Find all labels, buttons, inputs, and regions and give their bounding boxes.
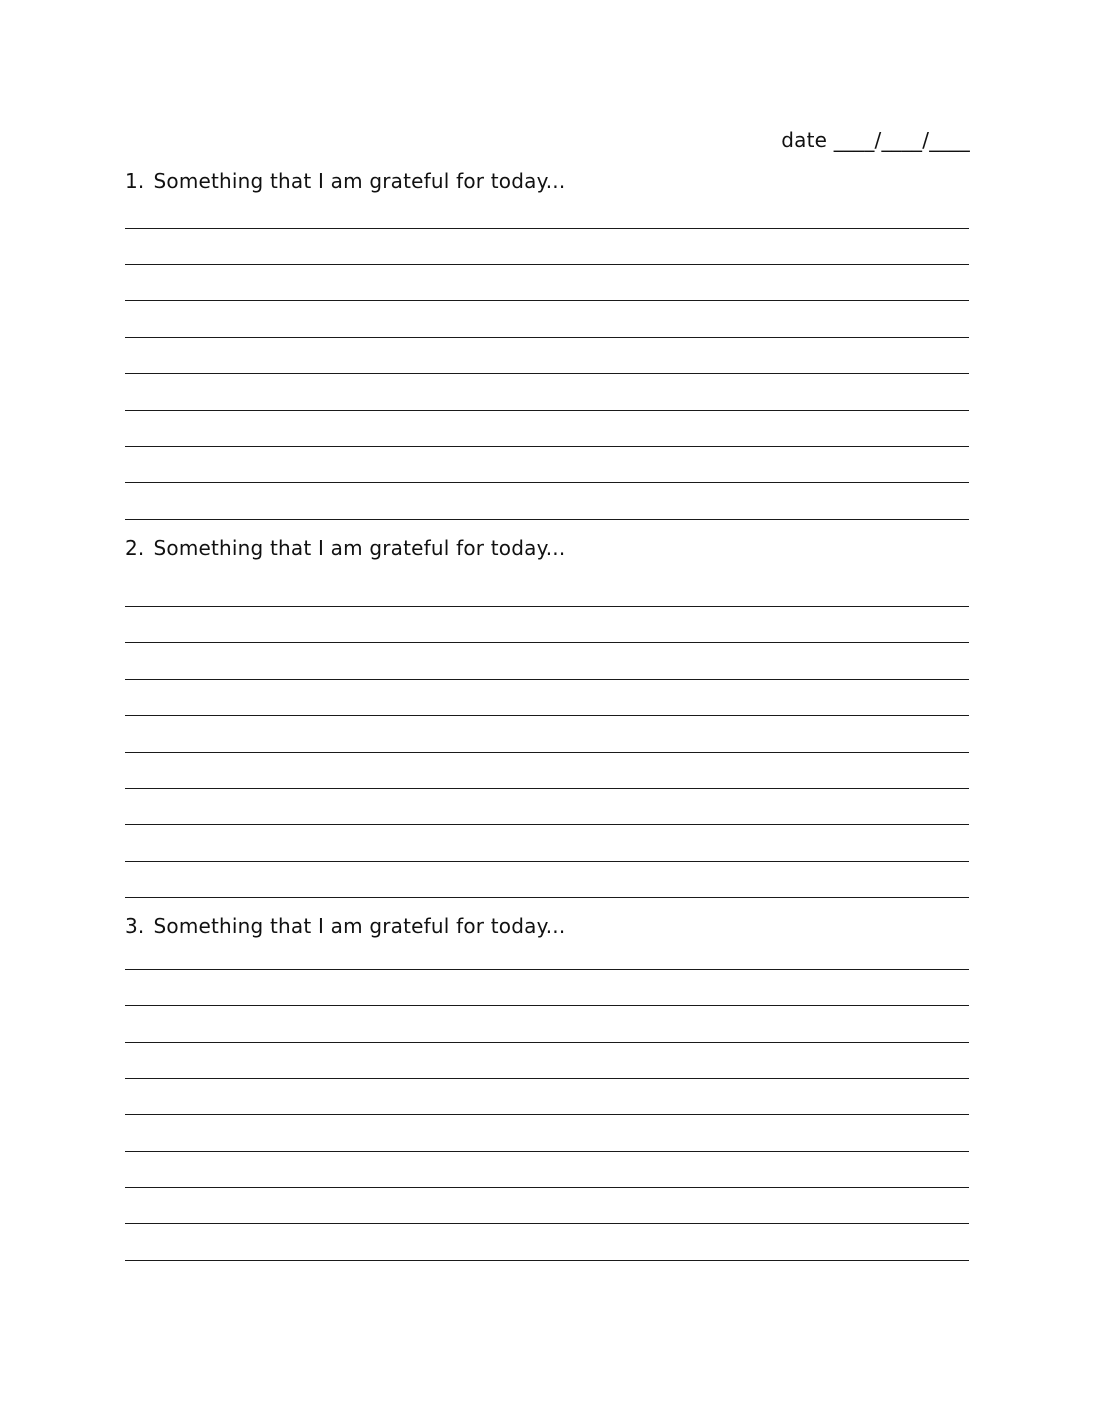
section-1-writing-line[interactable] — [125, 519, 969, 520]
section-2-writing-line[interactable] — [125, 606, 969, 607]
section-1-prompt — [125, 167, 565, 195]
section-2-writing-line[interactable] — [125, 897, 969, 898]
section-3-writing-line[interactable] — [125, 1042, 969, 1043]
section-2-prompt — [125, 534, 565, 562]
section-number: 1. — [125, 169, 145, 193]
section-3-writing-line[interactable] — [125, 1005, 969, 1006]
section-1-writing-line[interactable] — [125, 482, 969, 483]
section-1-writing-line[interactable] — [125, 300, 969, 301]
section-prompt-text: Something that I am grateful for today... — [153, 169, 566, 193]
section-1-writing-line[interactable] — [125, 446, 969, 447]
section-number: 2. — [125, 536, 145, 560]
section-1-writing-line[interactable] — [125, 264, 969, 265]
section-2-writing-line[interactable] — [125, 824, 969, 825]
section-3-writing-line[interactable] — [125, 1078, 969, 1079]
section-prompt-text: Something that I am grateful for today... — [153, 914, 566, 938]
section-3-prompt — [125, 912, 565, 940]
section-2-writing-line[interactable] — [125, 715, 969, 716]
section-3-writing-line[interactable] — [125, 1260, 969, 1261]
section-prompt-text: Something that I am grateful for today... — [153, 536, 566, 560]
section-1-writing-line[interactable] — [125, 228, 969, 229]
section-1-writing-line[interactable] — [125, 373, 969, 374]
section-2-writing-line[interactable] — [125, 679, 969, 680]
section-2-writing-line[interactable] — [125, 752, 969, 753]
section-3-writing-line[interactable] — [125, 1151, 969, 1152]
section-1-writing-line[interactable] — [125, 337, 969, 338]
section-number: 3. — [125, 914, 145, 938]
section-2-writing-line[interactable] — [125, 861, 969, 862]
section-1-writing-line[interactable] — [125, 410, 969, 411]
section-2-writing-line[interactable] — [125, 788, 969, 789]
section-2-writing-line[interactable] — [125, 642, 969, 643]
section-3-writing-line[interactable] — [125, 1187, 969, 1188]
date-field[interactable]: date ____/____/____ — [781, 128, 970, 152]
section-3-writing-line[interactable] — [125, 1223, 969, 1224]
section-3-writing-line[interactable] — [125, 1114, 969, 1115]
section-3-writing-line[interactable] — [125, 969, 969, 970]
